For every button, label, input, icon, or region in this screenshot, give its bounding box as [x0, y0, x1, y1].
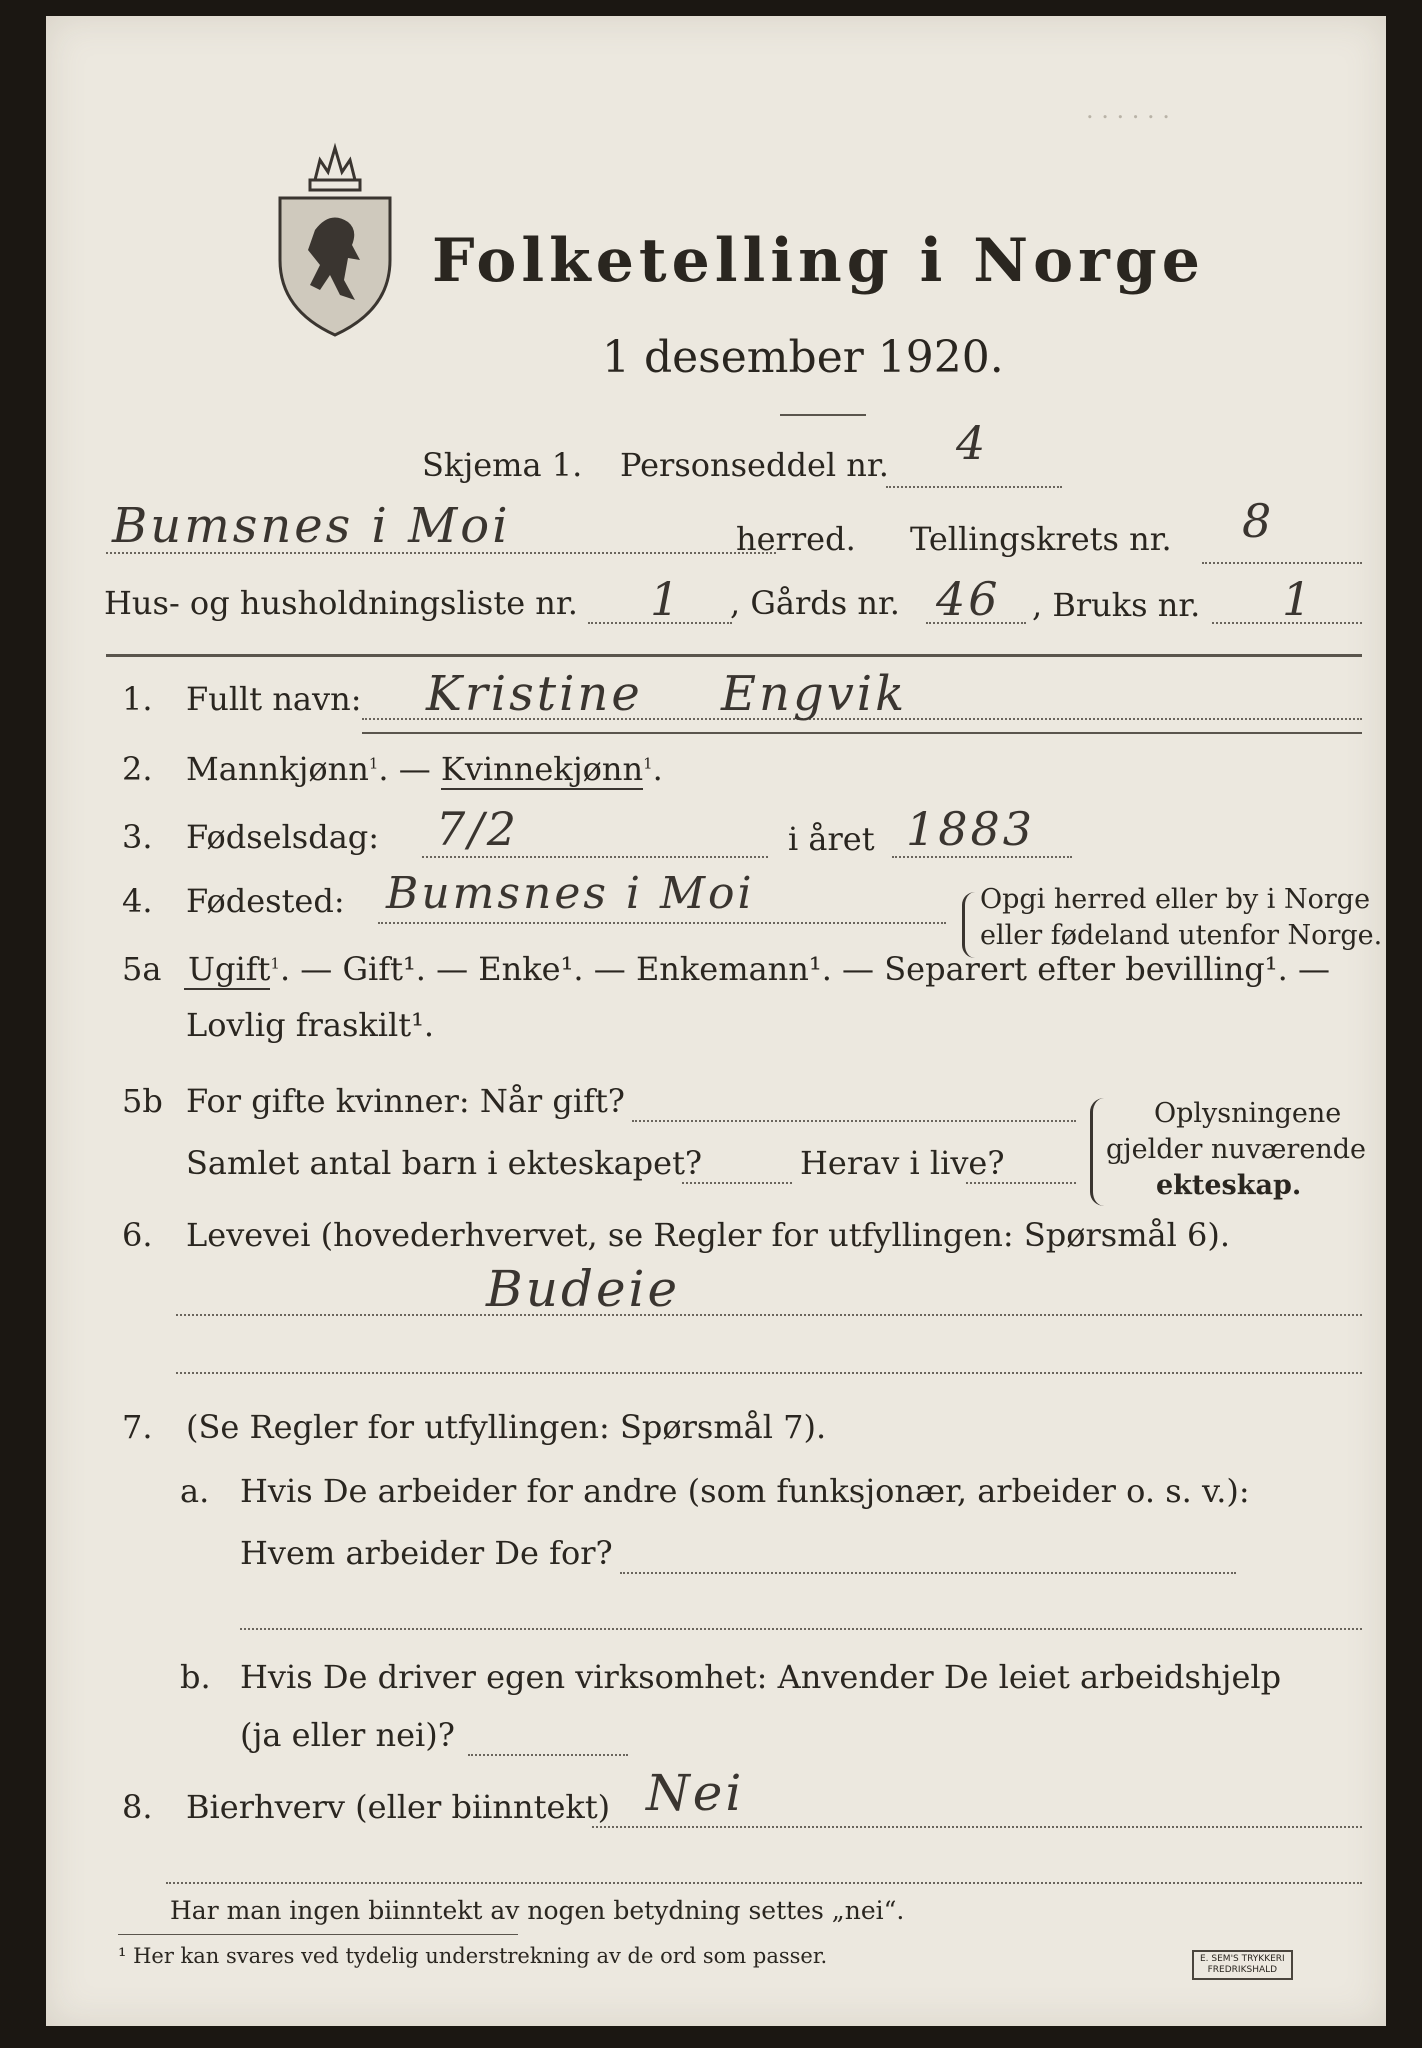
q1-label: Fullt navn: [186, 680, 362, 718]
q4-number: 4. [122, 882, 153, 920]
q6-field-line2 [176, 1372, 1362, 1374]
q6-value[interactable]: Budeie [486, 1260, 681, 1318]
q2-separator: . — [378, 750, 431, 788]
q4-value[interactable]: Bumsnes i Moi [386, 868, 755, 919]
q7b-number: b. [180, 1658, 211, 1696]
q5b-married-field-line [632, 1120, 1076, 1122]
gards-value[interactable]: 46 [936, 572, 1001, 626]
q6-field-line1 [176, 1314, 1362, 1316]
tellingskrets-value[interactable]: 8 [1242, 494, 1275, 548]
herred-value[interactable]: Bumsnes i Moi [112, 498, 511, 554]
footnote: ¹ Her kan svares ved tydelig understrekning av de ord som passer. [118, 1944, 828, 1968]
bruks-value[interactable]: 1 [1282, 572, 1315, 626]
q5b-label-married: For gifte kvinner: Når gift? [186, 1082, 625, 1120]
q5b-note-line3: ekteskap. [1156, 1170, 1302, 1201]
q7a-field-line1 [620, 1572, 1236, 1574]
personseddel-label: Personseddel nr. [620, 446, 889, 484]
q2-options: Mannkjønn$^1$. — Kvinnekjønn$^1$. [186, 750, 663, 788]
q7a-number: a. [180, 1472, 210, 1510]
q6-label: Levevei (hovederhvervet, se Regler for utfyllingen: Spørsmål 6). [186, 1216, 1231, 1254]
q8-note: Har man ingen biinntekt av nogen betydning settes „nei“. [170, 1896, 905, 1925]
q3-year-value[interactable]: 1883 [906, 802, 1036, 856]
hus-value[interactable]: 1 [650, 572, 683, 626]
q4-brace [962, 892, 975, 958]
q3-value[interactable]: 7/2 [436, 802, 520, 856]
q6-number: 6. [122, 1216, 153, 1254]
q8-number: 8. [122, 1788, 153, 1826]
stamp-line1: E. SEM'S TRYKKERI [1200, 1954, 1285, 1964]
title-divider [780, 414, 866, 416]
q2-end: . [652, 750, 663, 788]
bleed-through-text: . . . . . . [1086, 96, 1170, 124]
q7b-label-line2: (ja eller nei)? [240, 1716, 455, 1754]
schema-label: Skjema 1. [422, 446, 583, 484]
q4-label: Fødested: [186, 882, 345, 920]
q8-value[interactable]: Nei [646, 1764, 745, 1822]
q5a-line2[interactable]: Lovlig fraskilt¹. [186, 1006, 435, 1044]
personseddel-value[interactable]: 4 [956, 416, 989, 470]
q7-label: (Se Regler for utfyllingen: Spørsmål 7). [186, 1408, 827, 1446]
q5b-alive-field-line [966, 1182, 1076, 1184]
gards-label: , Gårds nr. [730, 584, 900, 622]
printer-stamp [1192, 1950, 1293, 1980]
q5b-note-line2: gjelder nuværende [1106, 1134, 1366, 1165]
q7a-label-line1: Hvis De arbeider for andre (som funksjonær, arbeider o. s. v.): [240, 1472, 1250, 1510]
q5b-number: 5b [122, 1082, 163, 1120]
q3-number: 3. [122, 818, 153, 856]
q8-field-line2 [166, 1882, 1362, 1884]
q4-field-line [378, 922, 946, 924]
q3-year-field-line [892, 856, 1072, 858]
q5b-label-alive: Herav i live? [800, 1144, 1005, 1182]
q5a-other-options[interactable]: . — Gift¹. — Enke¹. — Enkemann¹. — Separert efter bevilling¹. — [279, 950, 1330, 988]
herred-label: herred. [736, 520, 856, 558]
q5b-children-field-line [682, 1182, 792, 1184]
q3-label: Fødselsdag: [186, 818, 380, 856]
footnote-divider [118, 1934, 518, 1935]
header-separator [106, 654, 1362, 657]
form-title: Folketelling i Norge [432, 226, 1205, 296]
q3-year-label: i året [788, 820, 875, 858]
q5b-label-children: Samlet antal barn i ekteskapet? [186, 1144, 703, 1182]
q7a-label-line2: Hvem arbeider De for? [240, 1534, 613, 1572]
q5a-options: Ugift$^1$. — Gift¹. — Enke¹. — Enkemann¹. — Separert efter bevilling¹. — [184, 950, 1330, 988]
q2-mann[interactable]: Mannkjønn [186, 750, 369, 788]
coat-of-arms-icon [260, 140, 410, 340]
q7-number: 7. [122, 1408, 153, 1446]
q1-number: 1. [122, 680, 153, 718]
q5a-number: 5a [122, 950, 162, 988]
q7a-field-line2 [240, 1628, 1362, 1630]
stamp-line2: FREDRIKSHALD [1207, 1965, 1278, 1975]
q2-number: 2. [122, 750, 153, 788]
q4-note-line2: eller fødeland utenfor Norge. [980, 920, 1383, 951]
q3-field-line [422, 856, 768, 858]
q4-note-line1: Opgi herred eller by i Norge [980, 884, 1371, 915]
personseddel-field-line [886, 486, 1062, 488]
q7b-label-line1: Hvis De driver egen virksomhet: Anvender De leiet arbeidshjelp [240, 1658, 1282, 1696]
tellingskrets-label: Tellingskrets nr. [910, 520, 1172, 558]
q1-underline [362, 732, 1362, 734]
q8-label: Bierhverv (eller biinntekt) [186, 1788, 611, 1826]
hus-label: Hus- og husholdningsliste nr. [104, 584, 578, 622]
q5b-note-line1: Oplysningene [1154, 1098, 1342, 1129]
bruks-label: , Bruks nr. [1032, 586, 1201, 624]
q8-field-line1 [592, 1826, 1362, 1828]
census-form-page [46, 16, 1386, 2026]
tellingskrets-field-line [1202, 562, 1362, 564]
q1-value[interactable]: Kristine Engvik [426, 666, 908, 722]
q2-kvinne[interactable]: Kvinnekjønn [440, 750, 644, 788]
q5a-ugift[interactable]: Ugift [184, 950, 270, 990]
q5b-brace [1090, 1098, 1105, 1206]
q7b-field-line [468, 1754, 628, 1756]
census-date: 1 desember 1920. [602, 332, 1004, 383]
